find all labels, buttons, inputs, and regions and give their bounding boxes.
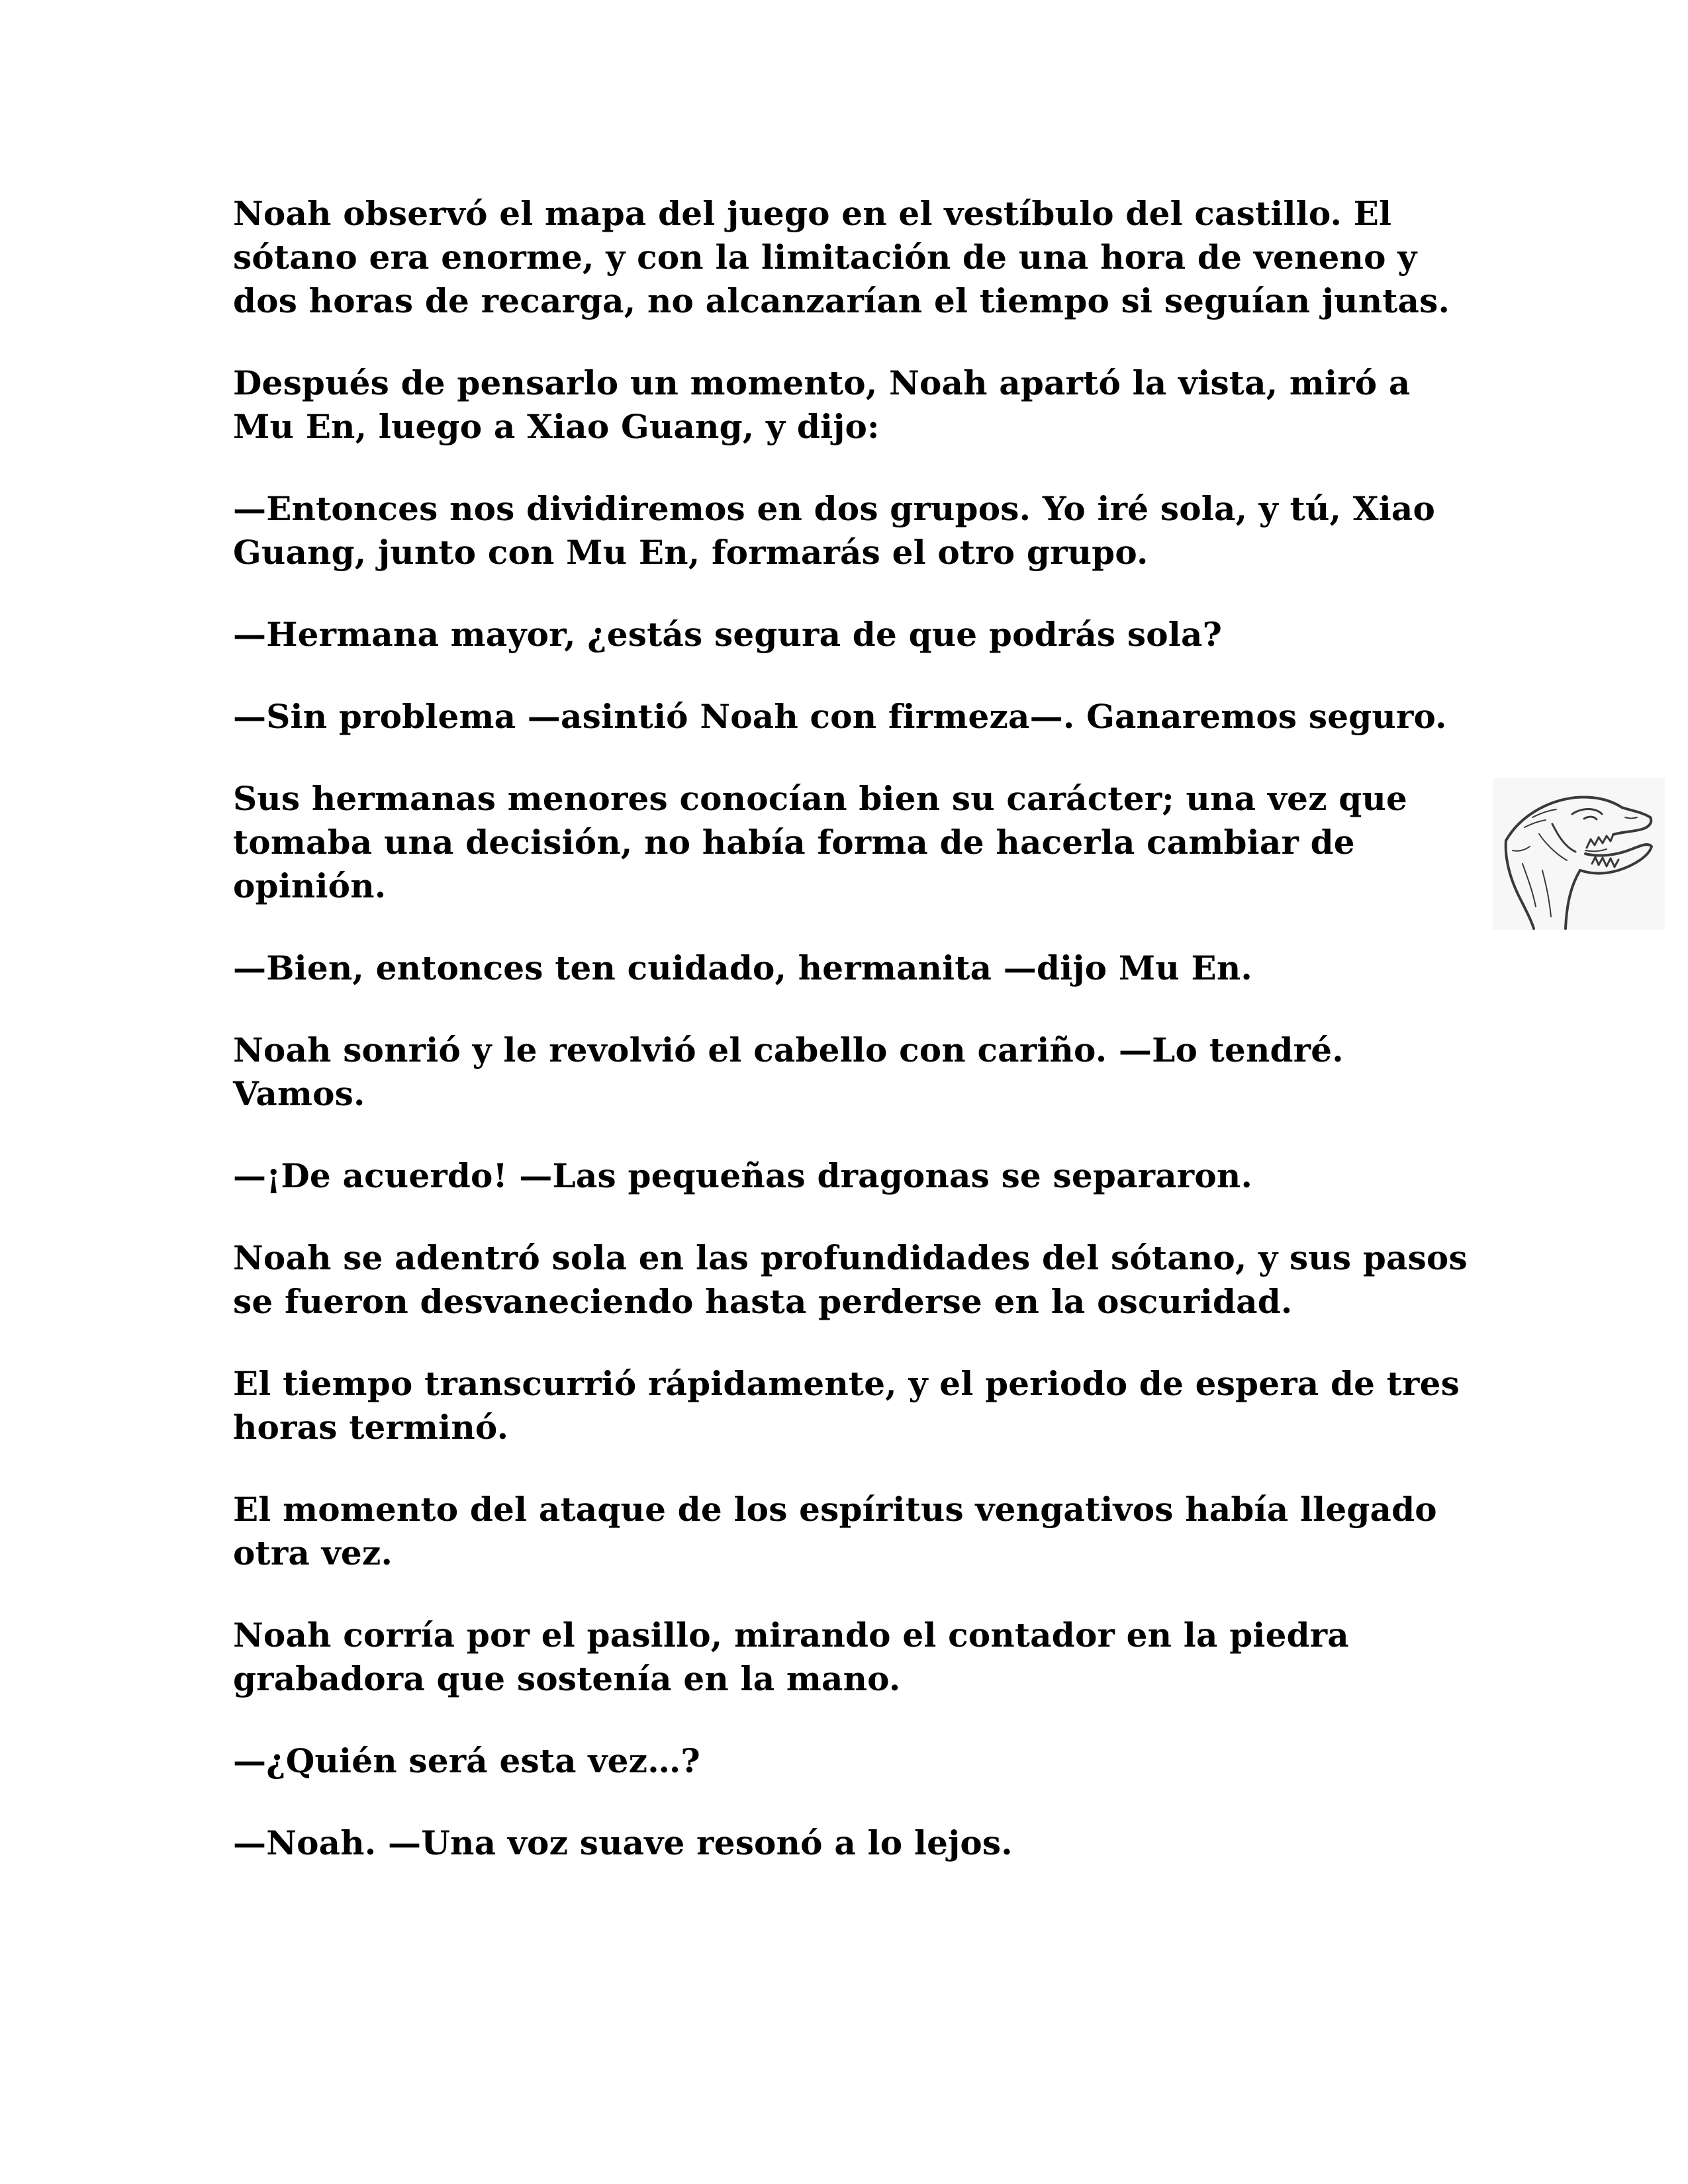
paragraph: El tiempo transcurrió rápidamente, y el periodo de espera de tres horas terminó. <box>233 1364 1460 1447</box>
story-text <box>233 192 1477 1903</box>
paragraph: Noah observó el mapa del juego en el vestíbulo del castillo. El sótano era enorme, y con la limitación de una hora de veneno y dos horas de recarga, no alcanzarían el tiempo si seguían juntas. <box>233 194 1450 320</box>
paragraph: —¿Quién será esta vez…? <box>233 1741 700 1780</box>
paragraph: —¡De acuerdo! —Las pequeñas dragonas se separaron. <box>233 1156 1253 1195</box>
paragraph: Noah se adentró sola en las profundidades del sótano, y sus pasos se fueron desvaneciendo hasta perderse en la oscuridad. <box>233 1238 1468 1321</box>
paragraph: Noah sonrió y le revolvió el cabello con cariño. —Lo tendré. Vamos. <box>233 1030 1344 1113</box>
paragraph: —Hermana mayor, ¿estás segura de que podrás sola? <box>233 615 1223 654</box>
dinosaur-head-sketch-icon <box>1493 778 1665 930</box>
paragraph: —Entonces nos dividiremos en dos grupos. Yo iré sola, y tú, Xiao Guang, junto con Mu En, formarás el otro grupo. <box>233 489 1436 572</box>
paragraph: —Bien, entonces ten cuidado, hermanita —dijo Mu En. <box>233 948 1252 987</box>
paragraph: Después de pensarlo un momento, Noah apartó la vista, miró a Mu En, luego a Xiao Guang, y dijo: <box>233 363 1411 446</box>
paragraph: —Sin problema —asintió Noah con firmeza—. Ganaremos seguro. <box>233 697 1447 736</box>
paragraph: Sus hermanas menores conocían bien su carácter; una vez que tomaba una decisión, no había forma de hacerla cambiar de opinión. <box>233 779 1408 905</box>
paragraph: Noah corría por el pasillo, mirando el contador en la piedra grabadora que sostenía en la mano. <box>233 1615 1349 1698</box>
paragraph: El momento del ataque de los espíritus vengativos había llegado otra vez. <box>233 1490 1437 1572</box>
paragraph: —Noah. —Una voz suave resonó a lo lejos. <box>233 1823 1013 1862</box>
